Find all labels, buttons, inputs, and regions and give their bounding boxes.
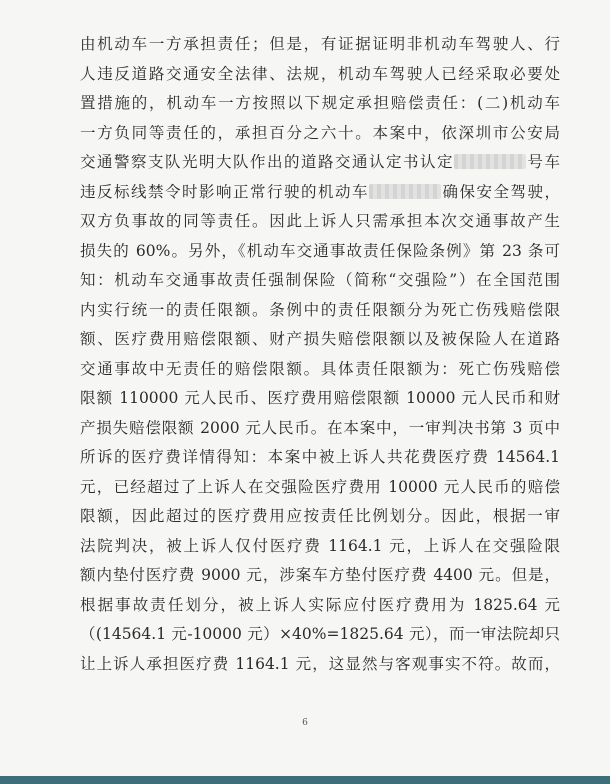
redacted-plate bbox=[454, 154, 526, 169]
text-segment: 违反标线禁令时影响正常行驶的机动车 bbox=[80, 182, 369, 201]
body-text bbox=[80, 30, 560, 679]
text-segment: 确保安全驾驶， bbox=[440, 182, 560, 201]
text-line: （(14564.1 元-10000 元）×40%=1825.64 元），而一审法院却只 bbox=[80, 625, 560, 643]
text-line: 损失的 60%。另外，《机动车交通事故责任保险条例》第 23 条可 bbox=[80, 241, 560, 260]
text-line: 产损失赔偿限额 2000 元人民币。在本案中，一审判决书第 3 页中 bbox=[80, 418, 560, 437]
text-line: 一方负同等责任的，承担百分之六十。本案中，依深圳市公安局 bbox=[80, 123, 560, 142]
text-line: 限额，因此超过的医疗费用应按责任比例划分。因此，根据一审 bbox=[80, 507, 560, 525]
text-line: 置措施的，机动车一方按照以下规定承担赔偿责任：(二)机动车 bbox=[80, 94, 560, 112]
text-line: 额内垫付医疗费 9000 元，涉案车方垫付医疗费 4400 元。但是， bbox=[80, 566, 560, 584]
text-segment: 号车 bbox=[525, 153, 560, 171]
text-line: 内实行统一的责任限额。条例中的责任限额分为死亡伤残赔偿限 bbox=[80, 300, 560, 319]
text-line: 额、医疗费用赔偿限额、财产损失赔偿限额以及被保险人在道路 bbox=[80, 330, 560, 348]
text-line: 知：机动车交通事故责任强制保险（简称“交强险”）在全国范围 bbox=[80, 271, 560, 289]
text-line bbox=[80, 148, 560, 178]
text-line: 双方负事故的同等责任。因此上诉人只需承担本次交通事故产生 bbox=[80, 212, 560, 230]
text-line: 元，已经超过了上诉人在交强险医疗费用 10000 元人民币的赔偿 bbox=[80, 477, 560, 496]
text-line: 让上诉人承担医疗费 1164.1 元，这显然与客观事实不符。故而， bbox=[80, 654, 560, 673]
text-line: 人违反道路交通安全法律、法规，机动车驾驶人已经采取必要处 bbox=[80, 64, 560, 83]
bottom-border bbox=[0, 776, 610, 784]
text-line: 限额 110000 元人民币、医疗费用赔偿限额 10000 元人民币和财 bbox=[80, 389, 560, 407]
text-line: 由机动车一方承担责任；但是，有证据证明非机动车驾驶人、行 bbox=[80, 35, 560, 53]
text-line: 根据事故责任划分，被上诉人实际应付医疗费用为 1825.64 元 bbox=[80, 595, 560, 614]
text-line bbox=[80, 178, 560, 208]
page-number: 6 bbox=[302, 718, 308, 728]
text-line: 法院判决，被上诉人仅付医疗费 1164.1 元，上诉人在交强险限 bbox=[80, 536, 560, 555]
redacted-plate bbox=[369, 184, 441, 199]
text-line: 所诉的医疗费详情得知：本案中被上诉人共花费医疗费 14564.1 bbox=[80, 448, 560, 466]
text-line: 交通事故中无责任的赔偿限额。具体责任限额为：死亡伤残赔偿 bbox=[80, 359, 560, 378]
text-segment: 交通警察支队光明大队作出的道路交通认定书认定 bbox=[80, 153, 454, 171]
